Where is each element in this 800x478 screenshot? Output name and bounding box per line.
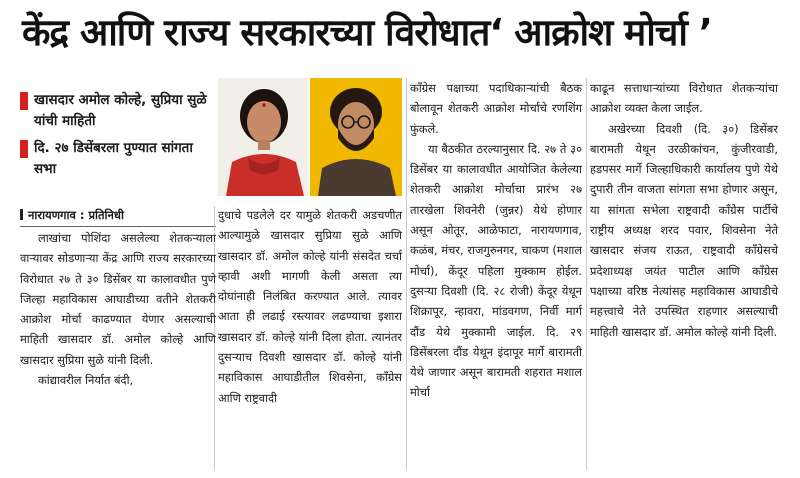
paragraph: अखेरच्या दिवशी (दि. ३०) डिसेंबर बारामती येथून उरळीकांचन, कुंजीरवाडी, हडपसर मार्गे जिल्हाधिकारी कार्यालय पुणे येथे दुपारी तीन वाजता सांगता सभा होणार असून, या सांगता सभेला राष्ट्रवादी काँग्रेस पार्टीचे राष्ट्रीय अध्यक्ष शरद पवार, शिवसेना नेते खासदार संजय राऊत, राष्ट्रवादी काँग्रेसचे प्रदेशाध्यक्ष जयंत पाटील आणि काँग्रेस पक्षाच्या वरिष्ठ नेत्यांसह महाविकास आघाडीचे महत्त्वाचे नेते उपस्थित राहणार असल्याची माहिती खासदार डॉ. अमोल कोल्हे यांनी दिली. (590, 121, 778, 339)
highlight-text: दि. २७ डिसेंबरला पुण्यात सांगता सभा (34, 140, 193, 177)
highlight-text: खासदार अमोल कोल्हे, सुप्रिया सुळे यांची माहिती (34, 92, 207, 129)
article-column-2 (218, 205, 402, 408)
highlight-item (20, 138, 216, 180)
headline: केंद्र आणि राज्य सरकारच्या विरोधात‘ आक्रोश मोर्चा ’ (22, 11, 712, 54)
paragraph: काढून सत्ताधाऱ्यांच्या विरोधात शेतकऱ्यांचा आक्रोश व्यक्त केला जाईल. (590, 81, 778, 116)
photo-portraits (218, 78, 402, 196)
byline (20, 206, 216, 227)
byline-text: नारायणगाव : प्रतिनिधी (28, 208, 124, 222)
paragraph: कांद्यावरील निर्यात बंदी, (38, 373, 134, 388)
paragraph: काँग्रेस पक्षाच्या पदाधिकाऱ्यांची बैठक बोलावून शेतकरी आक्रोश मोर्चाचे रणशिंग फुंकले. (410, 81, 582, 136)
column-divider (586, 78, 587, 470)
portrait-photos (218, 78, 402, 196)
paragraph: या बैठकीत ठरल्यानुसार दि. २७ ते ३० डिसेंबर या कालावधीत आयोजित केलेल्या शेतकरी आक्रोश मोर्चाचा प्रारंभ २७ तारखेला शिवनेरी (जुन्नर) येथे होणार असून ओतूर, आळेफाटा, नारायणगाव, कळंब, मंचर, राजगुरुनगर, चाकण (मशाल मोर्चा), केंदूर पहिला मुक्काम होईल. दुसऱ्या दिवशी (दि. २८ रोजी) केंदूर येथून शिक्रापूर, न्हावरा, मांडवगण, निर्वी मार्ग दौंड येथे मुक्कामी जाईल. दि. २९ डिसेंबरला दौंड येथून इंदापूर मार्गे बारामती येथे जाणार असून बारामती शहरात मशाल मोर्चा (410, 141, 582, 400)
column-divider (406, 78, 407, 470)
woman-face (247, 101, 281, 143)
paragraph: दुधाचे पडलेले दर यामुळे शेतकरी अडचणीत आल्यामुळे खासदार सुप्रिया सुळे आणि खासदार डॉ. अमोल कोल्हे यांनी संसदेत चर्चा व्हावी अशी मागणी केली असता त्या दोघांनाही निलंबित करण्यात आले. त्यावर आता ही लढाई रस्त्यावर लढण्याचा इशारा खासदार डॉ. कोल्हे यांनी दिला होता. त्यानंतर दुसऱ्याच दिवशी खासदार डॉ. कोल्हे यांनी महाविकास आघाडीतील शिवसेना, काँग्रेस आणि राष्ट्रवादी (218, 208, 402, 405)
paragraph: लाखांचा पोशिंदा असलेल्या शेतकऱ्याला वाऱ्यावर सोडणाऱ्या केंद्र आणि राज्य सरकारच्या विरोधात २७ ते ३० डिसेंबर या कालावधीत पुणे जिल्हा महाविकास आघाडीच्या वतीने शेतकरी आक्रोश मोर्चा काढण्यात येणार असल्याची माहिती खासदार डॉ. अमोल कोल्हे आणि खासदार सुप्रिया सुळे यांनी दिली. (20, 231, 216, 367)
byline-bar (20, 209, 23, 220)
article-column-3 (410, 78, 582, 403)
red-bullet-marker (20, 92, 28, 110)
red-bullet-marker (20, 140, 28, 158)
highlights (20, 90, 216, 186)
highlight-item (20, 90, 216, 132)
woman-saree (226, 154, 304, 196)
article-column-1 (20, 228, 216, 390)
article-column-4 (590, 78, 778, 342)
